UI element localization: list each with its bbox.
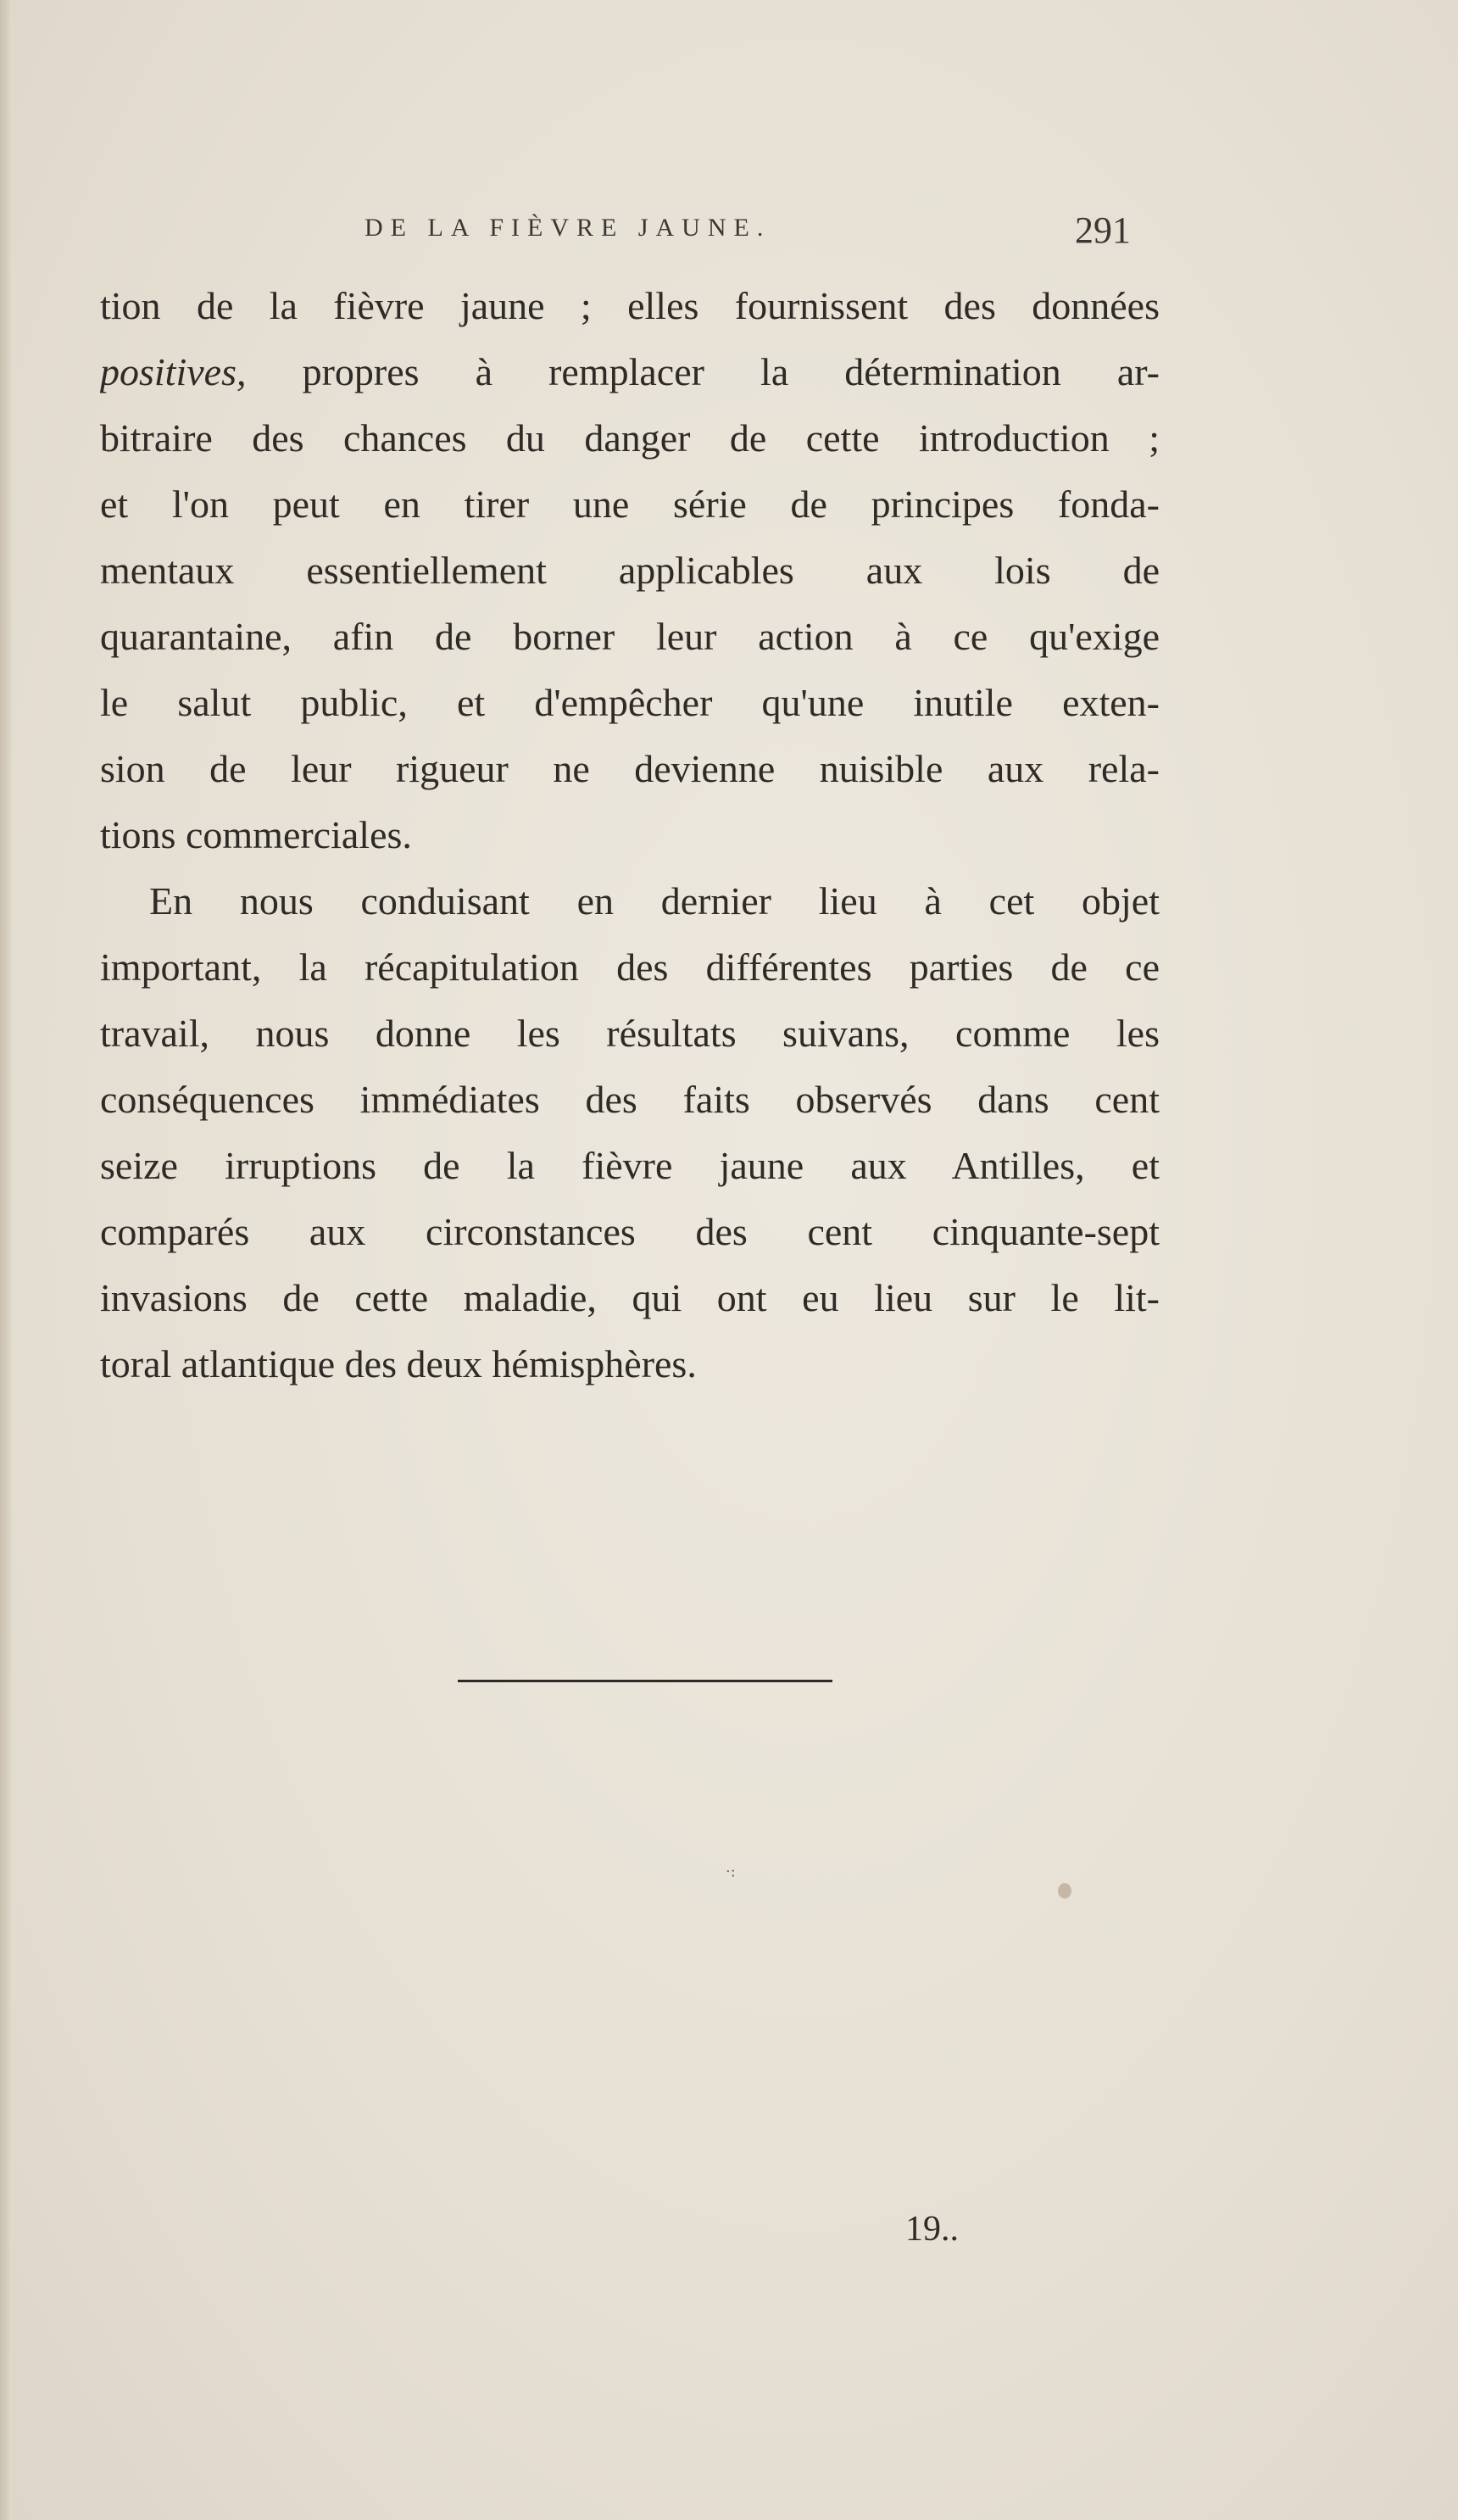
text-line: important, la récapitulation des différentes parties de ce: [100, 945, 1160, 989]
text-line: et l'on peut en tirer une série de principes fonda-: [100, 482, 1160, 526]
text-line: sion de leur rigueur ne devienne nuisible aux rela-: [100, 747, 1160, 790]
text-line: tion de la fièvre jaune ; elles fournissent des données: [100, 284, 1160, 327]
text-line-with-italic: [100, 339, 1160, 405]
text-line: quarantaine, afin de borner leur action à ce qu'exige: [100, 615, 1160, 658]
text-line-rest: propres à remplacer la détermination ar-: [302, 350, 1160, 393]
text-line: travail, nous donne les résultats suivans, comme les: [100, 1012, 1160, 1055]
text-line-last: tions commerciales.: [100, 813, 412, 856]
signature-mark: 19..: [905, 2210, 959, 2249]
ink-speck-mark: ·:: [726, 1863, 736, 1881]
text-line: bitraire des chances du danger de cette introduction ;: [100, 416, 1160, 460]
text-line: invasions de cette maladie, qui ont eu lieu sur le lit-: [100, 1276, 1160, 1319]
text-line: comparés aux circonstances des cent cinquante-sept: [100, 1210, 1160, 1253]
page-number: 291: [1075, 209, 1131, 251]
italic-word: positives,: [100, 350, 247, 393]
text-line-last: toral atlantique des deux hémisphères.: [100, 1342, 697, 1385]
text-line-indented: En nous conduisant en dernier lieu à cet objet: [149, 879, 1160, 923]
text-line: le salut public, et d'empêcher qu'une inutile exten-: [100, 681, 1160, 724]
page-edge-shadow: [0, 0, 12, 2520]
text-line: conséquences immédiates des faits observés dans cent: [100, 1078, 1160, 1121]
running-head: DE LA FIÈVRE JAUNE.: [364, 214, 771, 242]
body-text: [100, 273, 1160, 1397]
text-line: seize irruptions de la fièvre jaune aux Antilles, et: [100, 1144, 1160, 1187]
text-line: mentaux essentiellement applicables aux lois de: [100, 549, 1160, 592]
paper-stain: [1058, 1883, 1071, 1898]
section-divider-rule: [458, 1680, 832, 1682]
